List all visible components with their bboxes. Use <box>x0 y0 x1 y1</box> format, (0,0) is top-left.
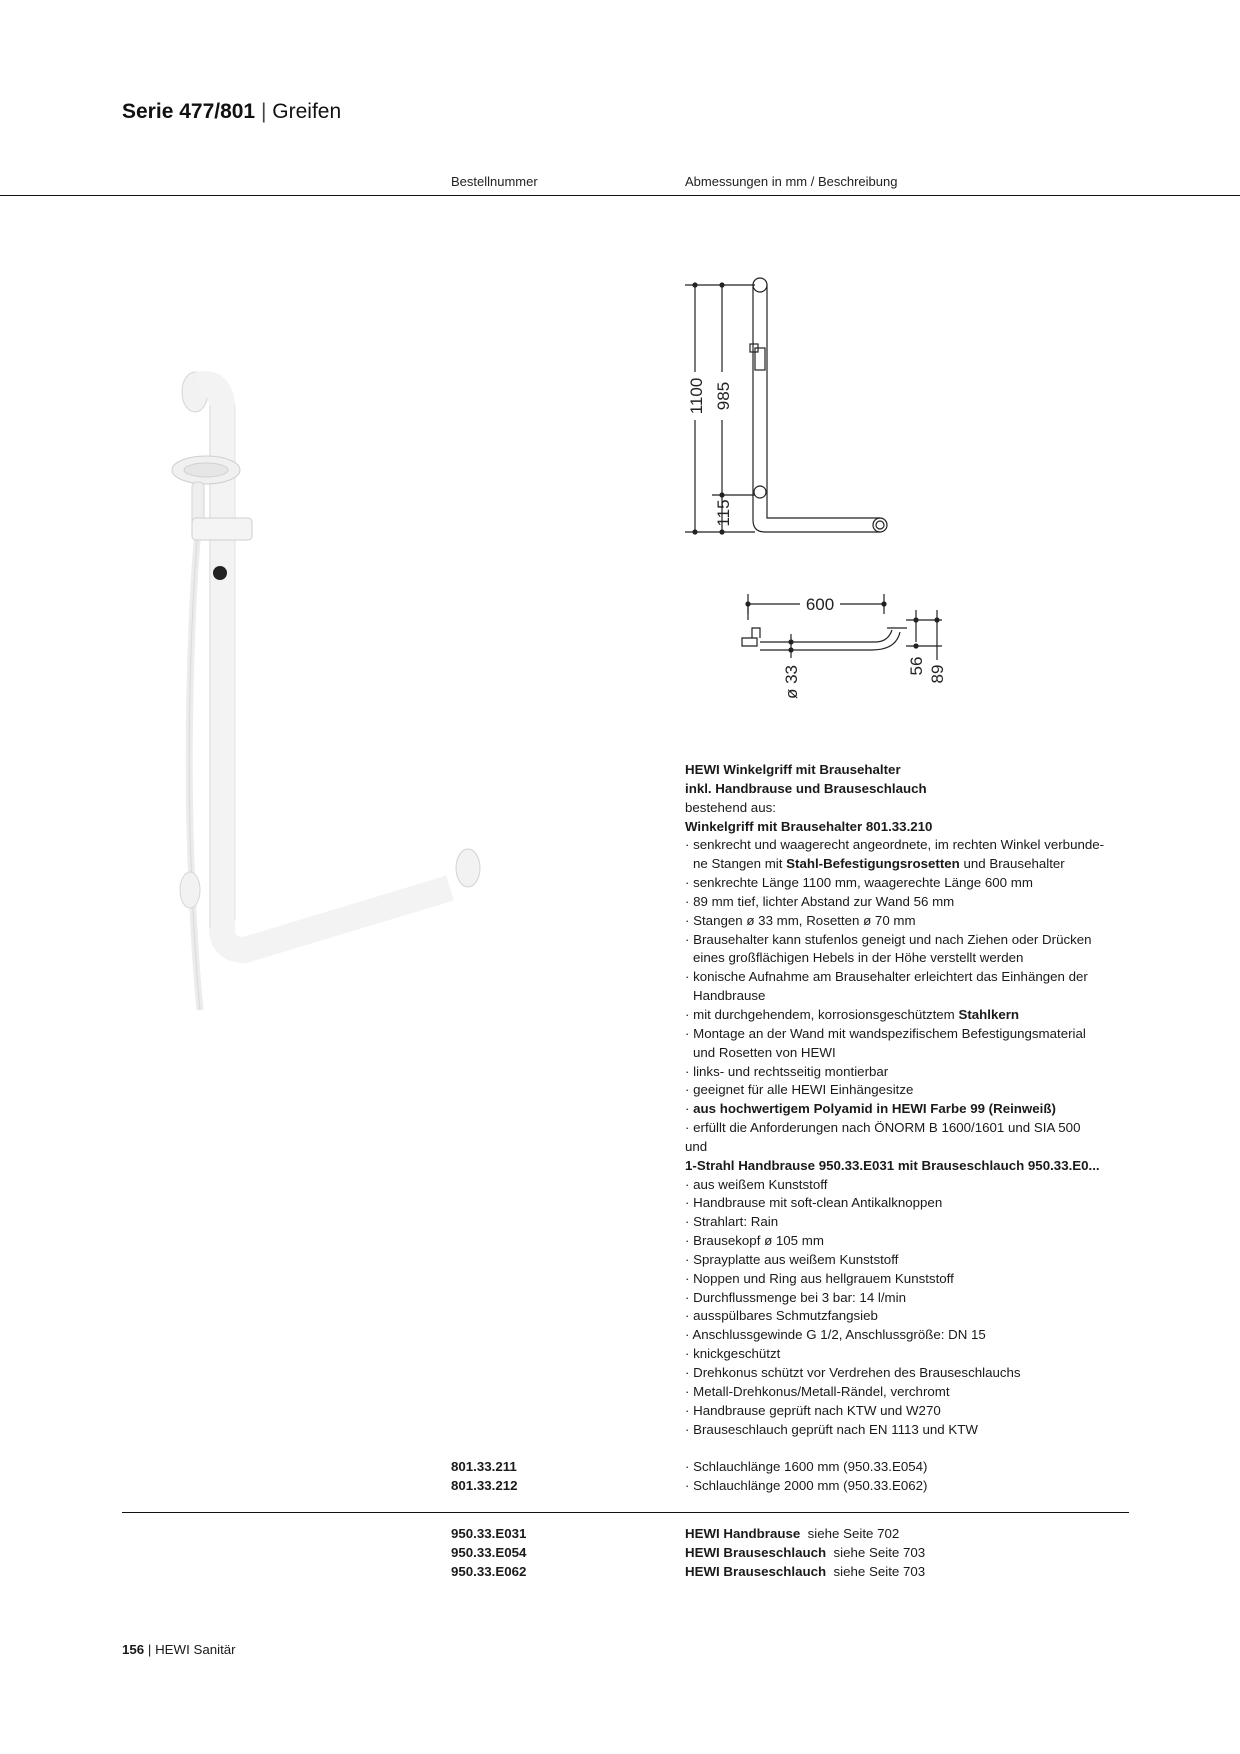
reference-order-numbers <box>451 1525 526 1582</box>
feature-11-bold: aus hochwertigem Polyamid in HEWI Farbe 99 (Reinweiß) <box>693 1101 1056 1117</box>
variant-order-numbers <box>451 1458 518 1496</box>
dim-dot <box>692 529 697 534</box>
feature-1b-tail: und Brausehalter <box>959 856 1065 872</box>
series-name: Serie 477/801 <box>122 100 256 123</box>
product-title-line2: inkl. Handbrause und Brauseschlauch <box>685 780 927 796</box>
feature-5b: eines großflächigen Hebels in der Höhe verstellt werden <box>693 950 1024 966</box>
dim-label-56: 56 <box>907 656 926 676</box>
shower-feature-12: · Metall-Drehkonus/Metall-Rändel, verchromt <box>685 1383 950 1399</box>
feature-1a: · senkrecht und waagerecht angeordnete, im rechten Winkel verbunde- <box>685 837 1105 853</box>
reference-order-number: 950.33.E054 <box>451 1544 527 1560</box>
feature-7-bold: Stahlkern <box>958 1006 1020 1022</box>
dim-dot <box>719 282 724 287</box>
feature-4: · Stangen ø 33 mm, Rosetten ø 70 mm <box>685 912 916 928</box>
feature-5a: · Brausehalter kann stufenlos geneigt und nach Ziehen oder Drücken <box>685 931 1092 947</box>
reference-page[interactable]: siehe Seite 702 <box>807 1526 900 1541</box>
drawing-bar-outer <box>767 285 880 518</box>
shower-feature-10: · knickgeschützt <box>685 1346 781 1362</box>
drawing-bar-inner <box>753 285 880 532</box>
bottom-rosette <box>180 872 200 908</box>
shower-feature-2: · Handbrause mit soft-clean Antikalknoppen <box>685 1195 943 1211</box>
title-separator: | <box>260 100 267 123</box>
dim-dot <box>788 647 793 652</box>
variant-description: · Schlauchlänge 2000 mm (950.33.E062) <box>685 1477 928 1493</box>
reference-item <box>685 1525 925 1544</box>
dim-label-33: ø 33 <box>782 664 801 700</box>
drawing-holder <box>755 348 765 370</box>
shower-feature-1: · aus weißem Kunststoff <box>685 1176 828 1192</box>
dim-label-1100: 1100 <box>687 377 706 415</box>
feature-12: · erfüllt die Anforderungen nach ÖNORM B 1600/1601 und SIA 500 <box>685 1120 1081 1136</box>
plan-bar-outer <box>760 630 892 642</box>
drawing-end-cap <box>873 518 887 532</box>
header-divider <box>0 195 1240 196</box>
plan-rosette <box>742 638 757 646</box>
shower-holder <box>192 518 252 540</box>
reference-name: HEWI Handbrause <box>685 1526 801 1541</box>
shower-feature-8: · ausspülbares Schmutzfangsieb <box>685 1308 878 1324</box>
consisting-of: bestehend aus: <box>685 799 776 815</box>
feature-8a: · Montage an der Wand mit wandspezifischem Befestigungsmaterial <box>685 1025 1086 1041</box>
dim-dot <box>719 492 724 497</box>
variant-descriptions <box>685 1458 927 1496</box>
dim-dot <box>745 601 750 606</box>
page-title <box>122 100 341 124</box>
dim-dot <box>692 282 697 287</box>
part1-heading: Winkelgriff mit Brausehalter 801.33.210 <box>685 818 933 834</box>
footer-label: HEWI Sanitär <box>155 1642 236 1657</box>
feature-2: · senkrechte Länge 1100 mm, waagerechte Länge 600 mm <box>685 875 1033 891</box>
page-number: 156 <box>122 1642 145 1657</box>
shower-feature-3: · Strahlart: Rain <box>685 1214 779 1230</box>
feature-7 <box>685 1006 1135 1025</box>
shower-feature-6: · Noppen und Ring aus hellgrauem Kunststoff <box>685 1270 954 1286</box>
feature-11 <box>685 1100 1135 1119</box>
feature-6a: · konische Aufnahme am Brausehalter erleichtert das Einhängen der <box>685 969 1088 985</box>
dim-dot <box>881 601 886 606</box>
reference-item <box>685 1563 925 1582</box>
variant-order-number: 801.33.212 <box>451 1477 518 1493</box>
reference-order-number: 950.33.E031 <box>451 1526 527 1541</box>
feature-3: · 89 mm tief, lichter Abstand zur Wand 56 mm <box>685 893 955 909</box>
product-description <box>685 761 1135 1439</box>
holder-knob <box>213 566 227 580</box>
shower-feature-9: · Anschlussgewinde G 1/2, Anschlussgröße: DN 15 <box>685 1327 986 1343</box>
technical-drawing <box>660 270 980 710</box>
shower-feature-5: · Sprayplatte aus weißem Kunststoff <box>685 1251 899 1267</box>
reference-page[interactable]: siehe Seite 703 <box>833 1563 926 1579</box>
dim-dot <box>719 529 724 534</box>
dim-dot <box>788 639 793 644</box>
feature-11-text: · <box>685 1101 694 1117</box>
feature-7-text: · mit durchgehendem, korrosionsgeschütztem <box>685 1006 959 1022</box>
column-header-description: Abmessungen in mm / Beschreibung <box>685 174 898 189</box>
reference-order-number: 950.33.E062 <box>451 1563 527 1579</box>
shower-feature-4: · Brausekopf ø 105 mm <box>685 1233 824 1249</box>
footer-separator: | <box>147 1642 152 1657</box>
drawing-end-cap-inner <box>876 521 884 529</box>
reference-name: HEWI Brauseschlauch <box>685 1563 827 1579</box>
shower-feature-14: · Brauseschlauch geprüft nach EN 1113 und KTW <box>685 1421 978 1437</box>
reference-item <box>685 1544 925 1563</box>
page-footer <box>122 1642 236 1657</box>
section-divider <box>122 1512 1129 1513</box>
dim-label-985: 985 <box>714 381 733 411</box>
dim-dot <box>913 643 918 648</box>
feature-6b: Handbrause <box>693 988 766 1004</box>
drawing-rosette <box>754 486 766 498</box>
reference-page[interactable]: siehe Seite 703 <box>833 1544 926 1560</box>
variant-order-number: 801.33.211 <box>451 1459 517 1474</box>
dim-label-600: 600 <box>805 595 835 614</box>
feature-1b-text: ne Stangen mit <box>693 856 787 872</box>
and-conjunction: und <box>685 1138 708 1154</box>
category-name: Greifen <box>272 100 342 123</box>
shower-feature-11: · Drehkonus schützt vor Verdrehen des Brauseschlauchs <box>685 1365 1021 1380</box>
end-rosette <box>456 849 480 887</box>
feature-10: · geeignet für alle HEWI Einhängesitze <box>685 1082 914 1098</box>
feature-9: · links- und rechtsseitig montierbar <box>685 1063 889 1079</box>
dim-dot <box>913 617 918 622</box>
reference-list <box>685 1525 925 1582</box>
drawing-top-end <box>753 278 767 292</box>
dim-dot <box>934 617 939 622</box>
dim-label-89: 89 <box>928 664 947 684</box>
shower-feature-13: · Handbrause geprüft nach KTW und W270 <box>685 1402 941 1418</box>
plan-holder <box>752 628 760 638</box>
dim-label-115: 115 <box>714 499 733 527</box>
product-photo <box>150 360 500 1020</box>
column-header-order: Bestellnummer <box>451 174 538 189</box>
variant-description: · Schlauchlänge 1600 mm (950.33.E054) <box>685 1459 928 1474</box>
reference-name: HEWI Brauseschlauch <box>685 1544 827 1560</box>
product-title-line1: HEWI Winkelgriff mit Brausehalter <box>685 762 901 777</box>
feature-8b: und Rosetten von HEWI <box>693 1044 836 1060</box>
feature-1b <box>685 855 1135 874</box>
part2-heading: 1-Strahl Handbrause 950.33.E031 mit Brauseschlauch 950.33.E0... <box>685 1157 1100 1173</box>
plan-bar-inner <box>760 632 900 650</box>
shower-head-spray-plate <box>184 463 228 477</box>
feature-1b-bold: Stahl-Befestigungsrosetten <box>786 856 960 872</box>
shower-feature-7: · Durchflussmenge bei 3 bar: 14 l/min <box>685 1289 906 1305</box>
